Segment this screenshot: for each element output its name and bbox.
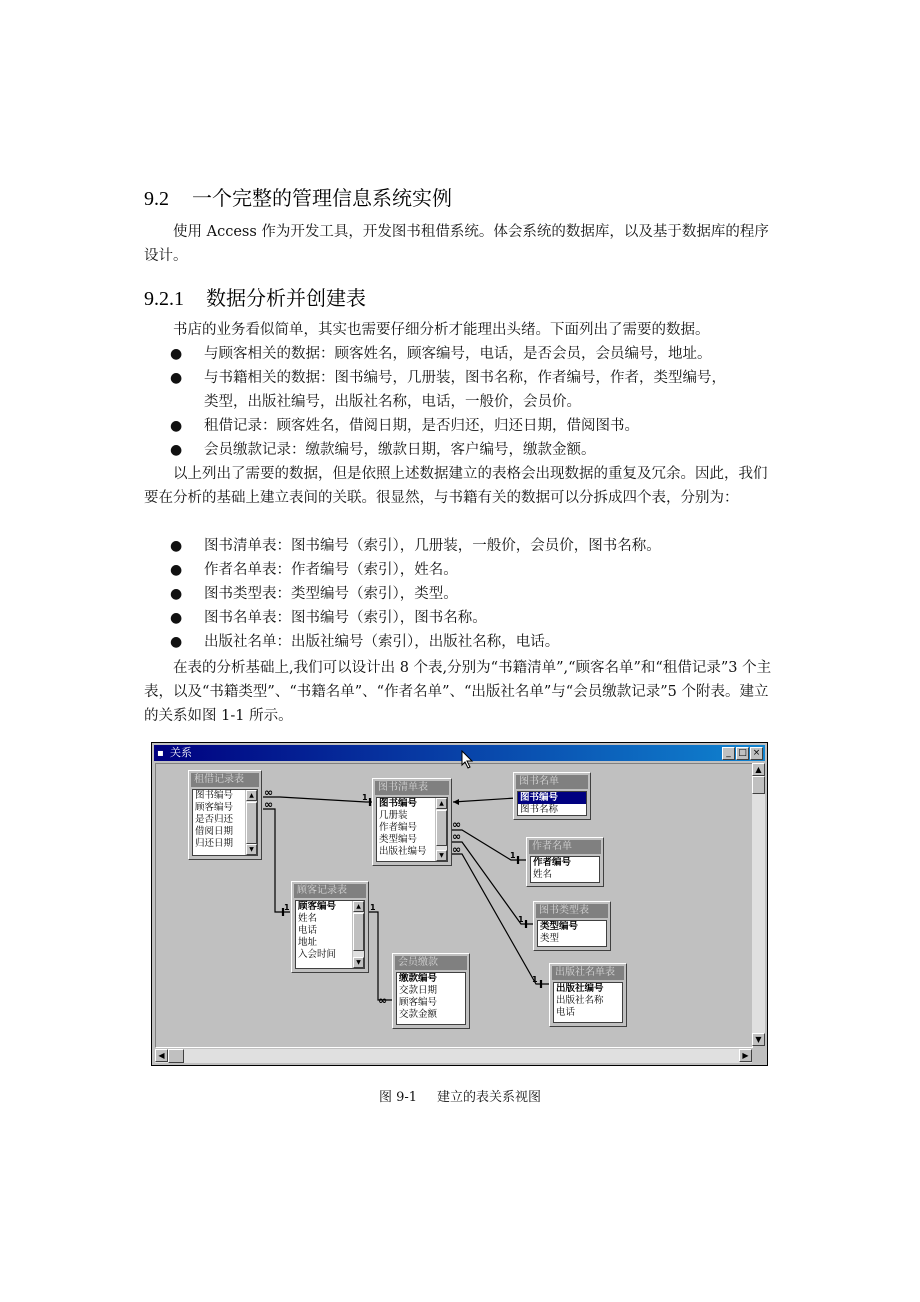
- list-item: ● 与书籍相关的数据：图书编号，几册装，图书名称，作者编号，作者，类型编号， 类型，出版社编号，出版社名称，电话，一般价，会员价。: [170, 366, 780, 414]
- vertical-scrollbar[interactable]: [752, 763, 765, 1046]
- table-title[interactable]: 图书清单表: [375, 781, 449, 795]
- field-item[interactable]: 归还日期: [195, 838, 234, 849]
- field-item[interactable]: 类型编号: [540, 921, 579, 932]
- table-title[interactable]: 出版社名单表: [552, 966, 624, 980]
- field-item[interactable]: 入会时间: [298, 949, 337, 960]
- table-payment[interactable]: [392, 953, 470, 1029]
- scroll-down-icon[interactable]: ▼: [752, 1033, 765, 1046]
- scroll-left-icon[interactable]: ◀: [155, 1049, 168, 1062]
- field-item[interactable]: 借阅日期: [195, 826, 234, 837]
- field-item[interactable]: 姓名: [533, 869, 553, 880]
- bullet-icon: ●: [170, 586, 183, 602]
- field-item[interactable]: 缴款编号: [399, 973, 438, 984]
- table-title[interactable]: 图书类型表: [536, 904, 608, 918]
- field-item[interactable]: 电话: [556, 1007, 576, 1018]
- field-list[interactable]: [376, 797, 448, 862]
- bullet-icon: ●: [170, 418, 183, 434]
- field-list[interactable]: [537, 920, 607, 947]
- scroll-down-icon[interactable]: ▼: [353, 957, 364, 968]
- scroll-up-icon[interactable]: ▲: [246, 790, 257, 801]
- field-item[interactable]: 作者编号: [533, 857, 572, 868]
- list-item: ● 作者名单表：作者编号（索引），姓名。: [170, 558, 780, 582]
- field-item[interactable]: 出版社名称: [556, 995, 604, 1006]
- subsection-title: 数据分析并创建表: [206, 286, 366, 310]
- field-item[interactable]: 顾客编号: [195, 802, 234, 813]
- scroll-thumb[interactable]: [436, 810, 447, 846]
- list-item: ● 与顾客相关的数据：顾客姓名，顾客编号，电话，是否会员，会员编号，地址。: [170, 342, 780, 366]
- rel-many-label: ∞: [378, 994, 388, 1007]
- scroll-thumb[interactable]: [168, 1049, 184, 1063]
- scroll-down-icon[interactable]: ▼: [436, 850, 447, 861]
- field-list[interactable]: [295, 900, 365, 969]
- field-item[interactable]: 图书编号: [518, 792, 586, 804]
- field-scrollbar[interactable]: [435, 798, 447, 861]
- field-item[interactable]: 顾客编号: [399, 997, 438, 1008]
- scroll-right-icon[interactable]: ▶: [739, 1049, 752, 1062]
- bullet-icon: ●: [170, 538, 183, 554]
- rel-many-label: ∞: [264, 786, 274, 799]
- rel-many-label: ∞: [452, 843, 462, 856]
- rel-one-label: 1: [370, 903, 376, 912]
- bullet-icon: ●: [170, 634, 183, 650]
- table-title[interactable]: 会员缴款: [395, 956, 467, 970]
- table-publisher[interactable]: [549, 963, 627, 1027]
- scroll-up-icon[interactable]: ▲: [436, 798, 447, 809]
- table-booktype[interactable]: [533, 901, 611, 951]
- intro-paragraph: 使用 Access 作为开发工具，开发图书租借系统。体会系统的数据库，以及基于数据库的程序设计。: [144, 224, 769, 264]
- list-item: ● 租借记录：顾客姓名，借阅日期，是否归还，归还日期，借阅图书。: [170, 414, 780, 438]
- rel-one-label: 1: [362, 793, 368, 802]
- table-author[interactable]: [526, 837, 604, 887]
- table-rental[interactable]: [188, 770, 262, 860]
- scroll-down-icon[interactable]: ▼: [246, 844, 257, 855]
- section-heading-9-2: [144, 182, 452, 211]
- scroll-thumb[interactable]: [353, 913, 364, 951]
- section-number: 9.2: [144, 188, 169, 210]
- arrowhead-icon: [453, 799, 459, 805]
- bullet-icon: ●: [170, 562, 183, 578]
- scroll-thumb[interactable]: [752, 776, 765, 794]
- field-list[interactable]: [553, 982, 623, 1023]
- window-titlebar[interactable]: [154, 745, 765, 761]
- bullet-icon: ●: [170, 346, 183, 362]
- paragraph-3: 在表的分析基础上,我们可以设计出 8 个表,分别为“书籍清单”,“顾客名单”和“租借记录”3 个主表，以及“书籍类型”、“书籍名单”、“作者名单”、“出版社名单”与“会员缴款记录”5 个附表。建立的关系如图 1-1 所示。: [144, 660, 772, 724]
- rel-many-label: ∞: [452, 830, 462, 843]
- field-item[interactable]: 电话: [298, 925, 318, 936]
- mouse-pointer-icon: [461, 750, 475, 770]
- rel-many-label: ∞: [264, 798, 274, 811]
- table-customer[interactable]: [291, 881, 369, 973]
- rel-many-label: ∞: [452, 818, 462, 831]
- paragraph-2: 以上列出了需要的数据，但是依照上述数据建立的表格会出现数据的重复及冗余。因此，我们要在分析的基础上建立表间的关联。很显然，与书籍有关的数据可以分拆成四个表，分别为：: [144, 466, 768, 506]
- rel-one-label: 1: [532, 975, 538, 984]
- rel-one-label: 1: [284, 903, 290, 912]
- window-menu-icon[interactable]: ▪: [157, 748, 164, 759]
- close-button[interactable]: ×: [750, 747, 763, 760]
- bullet-icon: ●: [170, 610, 183, 626]
- table-title[interactable]: 租借记录表: [191, 773, 259, 787]
- list-item: ● 图书清单表：图书编号（索引），几册装，一般价，会员价，图书名称。: [170, 534, 780, 558]
- section-heading-9-2-1: [144, 282, 366, 311]
- field-scrollbar[interactable]: [352, 901, 364, 968]
- maximize-button[interactable]: □: [736, 747, 749, 760]
- list-item: ● 会员缴款记录：缴款编号，缴款日期，客户编号，缴款金额。: [170, 438, 780, 462]
- field-list[interactable]: [517, 791, 587, 816]
- horizontal-scrollbar[interactable]: [155, 1049, 752, 1063]
- relationships-window[interactable]: [151, 742, 768, 1066]
- field-item[interactable]: 图书名称: [520, 804, 559, 815]
- list-item: ● 图书名单表：图书编号（索引），图书名称。: [170, 606, 780, 630]
- field-list[interactable]: [396, 972, 466, 1025]
- caption-label: 图 9-1: [378, 1090, 418, 1105]
- field-item[interactable]: 出版社编号: [379, 846, 427, 857]
- field-item[interactable]: 地址: [298, 937, 318, 948]
- field-item[interactable]: 图书编号: [379, 798, 418, 809]
- field-item[interactable]: 类型编号: [379, 834, 418, 845]
- table-title[interactable]: 图书名单: [516, 775, 588, 789]
- table-title[interactable]: 作者名单: [529, 840, 601, 854]
- field-item[interactable]: 交款日期: [399, 985, 438, 996]
- table-booklist[interactable]: [372, 778, 452, 866]
- bullet-icon: ●: [170, 370, 183, 386]
- field-list[interactable]: [192, 789, 258, 856]
- figure-caption: [0, 1086, 920, 1105]
- field-scrollbar[interactable]: [245, 790, 257, 855]
- field-item[interactable]: 出版社编号: [556, 983, 604, 994]
- field-item[interactable]: 图书编号: [195, 790, 234, 801]
- scroll-up-icon[interactable]: ▲: [752, 763, 765, 776]
- field-item[interactable]: 作者编号: [379, 822, 418, 833]
- field-item[interactable]: 姓名: [298, 913, 318, 924]
- field-item[interactable]: 顾客编号: [298, 901, 337, 912]
- list-item: ● 图书类型表：类型编号（索引），类型。: [170, 582, 780, 606]
- table-title[interactable]: 顾客记录表: [294, 884, 366, 898]
- paragraph-1: 书店的业务看似简单，其实也需要仔细分析才能理出头绪。下面列出了需要的数据。: [173, 322, 710, 338]
- minimize-button[interactable]: _: [722, 747, 735, 760]
- caption-text: 建立的表关系视图: [437, 1090, 542, 1105]
- scroll-up-icon[interactable]: ▲: [353, 901, 364, 912]
- field-item[interactable]: 类型: [540, 933, 560, 944]
- subsection-number: 9.2.1: [144, 288, 184, 310]
- rel-one-label: 1: [510, 851, 516, 860]
- field-list[interactable]: [530, 856, 600, 883]
- section-title: 一个完整的管理信息系统实例: [192, 186, 452, 210]
- relationship-canvas[interactable]: [155, 763, 753, 1048]
- field-item[interactable]: 几册装: [379, 810, 408, 821]
- bullet-icon: ●: [170, 442, 183, 458]
- scroll-thumb[interactable]: [246, 802, 257, 844]
- list-item: ● 出版社名单：出版社编号（索引），出版社名称，电话。: [170, 630, 780, 654]
- rel-one-label: 1: [518, 915, 524, 924]
- window-title: 关系: [170, 746, 192, 759]
- table-bookname[interactable]: [513, 772, 591, 820]
- field-item[interactable]: 交款金额: [399, 1009, 438, 1020]
- field-item[interactable]: 是否归还: [195, 814, 234, 825]
